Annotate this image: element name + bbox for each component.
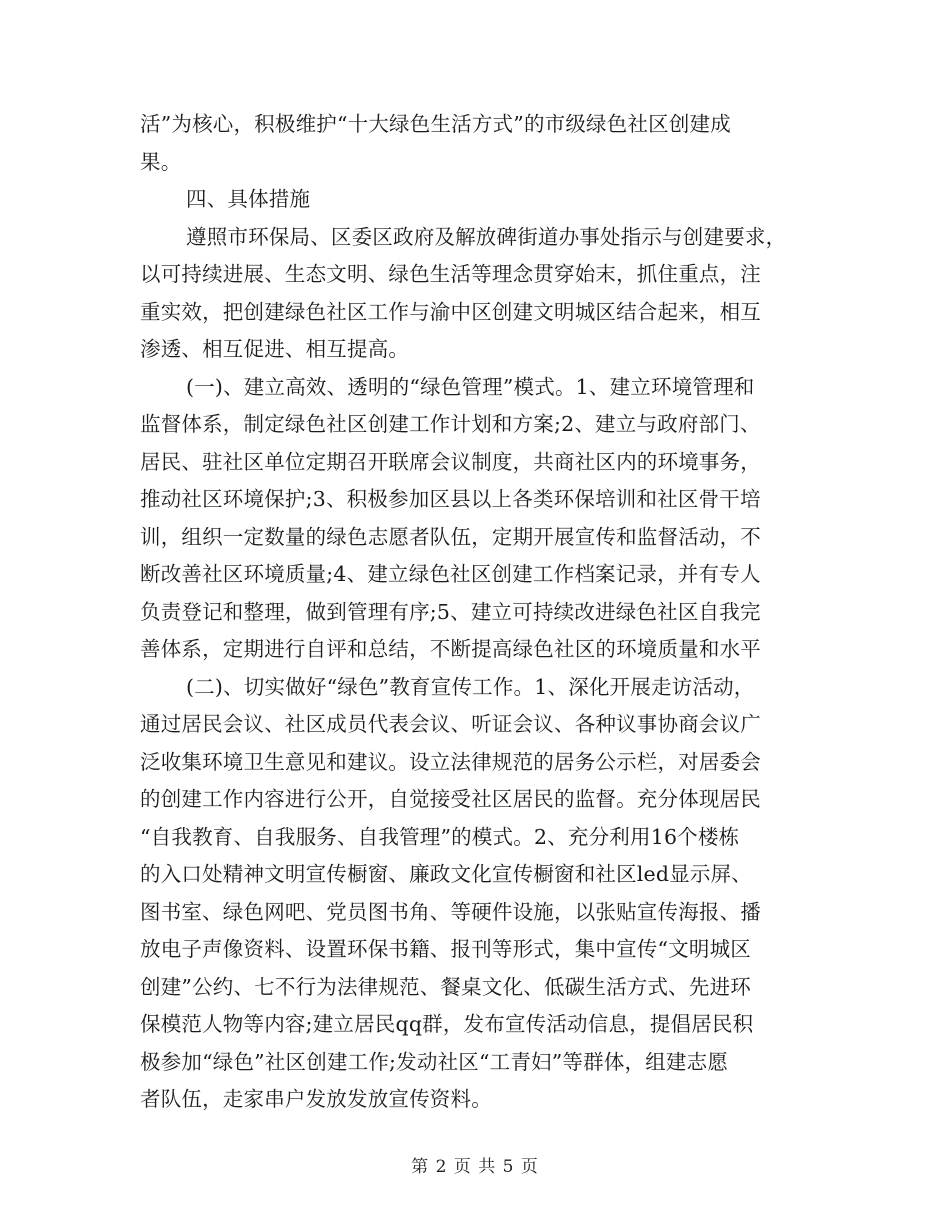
text-line: 放电子声像资料、设置环保书籍、报刊等形式，集中宣传“文明城区 — [140, 937, 751, 961]
paragraph-green-education — [140, 669, 810, 1119]
text-line: 活”为核心，积极维护“十大绿色生活方式”的市级绿色社区创建成 — [140, 112, 731, 136]
paragraph-green-management — [140, 369, 810, 669]
text-line: 善体系，定期进行自评和总结，不断提高绿色社区的环境质量和水平 — [140, 637, 761, 661]
text-line: 创建”公约、七不行为法律规范、餐桌文化、低碳生活方式、先进环 — [140, 974, 751, 999]
text-line: 的入口处精神文明宣传橱窗、廉政文化宣传橱窗和社区led显示屏、 — [140, 862, 753, 886]
paragraph-intro — [140, 219, 810, 369]
text-line: 泛收集环境卫生意见和建议。设立法律规范的居务公示栏，对居委会 — [140, 749, 761, 774]
text-line: 推动社区环境保护;3、积极参加区县以上各类环保培训和社区骨干培 — [140, 487, 761, 511]
text-line: 保模范人物等内容;建立居民qq群，发布宣传活动信息，提倡居民积 — [140, 1012, 754, 1036]
text-line: 居民、驻社区单位定期召开联席会议制度，共商社区内的环境事务， — [140, 449, 761, 474]
text-line: (二)、切实做好“绿色”教育宣传工作。1、深化开展走访活动， — [186, 674, 755, 699]
section-heading — [140, 181, 810, 219]
text-line: (一)、建立高效、透明的“绿色管理”模式。1、建立环境管理和 — [186, 374, 755, 399]
text-line: 图书室、绿色网吧、党员图书角、等硬件设施，以张贴宣传海报、播 — [140, 899, 761, 924]
text-line: 的创建工作内容进行公开，自觉接受社区居民的监督。充分体现居民 — [140, 787, 761, 811]
text-line: 断改善社区环境质量;4、建立绿色社区创建工作档案记录，并有专人 — [140, 562, 761, 586]
text-line: 果。 — [140, 149, 182, 174]
text-line: 遵照市环保局、区委区政府及解放碑街道办事处指示与创建要求， — [186, 224, 787, 249]
text-line: 监督体系，制定绿色社区创建工作计划和方案;2、建立与政府部门、 — [140, 412, 761, 436]
text-line: “自我教育、自我服务、自我管理”的模式。2、充分利用16个楼栋 — [140, 824, 740, 849]
document-body — [140, 106, 810, 1119]
text-line: 重实效，把创建绿色社区工作与渝中区创建文明城区结合起来，相互 — [140, 299, 761, 324]
heading-line: 四、具体措施 — [186, 187, 311, 211]
text-line: 渗透、相互促进、相互提高。 — [140, 337, 410, 361]
page-number-footer: 第 2 页 共 5 页 — [411, 1157, 539, 1177]
text-line: 训，组织一定数量的绿色志愿者队伍，定期开展宣传和监督活动，不 — [140, 524, 761, 549]
text-line: 极参加“绿色”社区创建工作;发动社区“工青妇”等群体，组建志愿 — [140, 1049, 729, 1074]
text-line: 通过居民会议、社区成员代表会议、听证会议、各种议事协商会议广 — [140, 712, 761, 736]
paragraph-continuation — [140, 106, 810, 181]
text-line: 负责登记和整理，做到管理有序;5、建立可持续改进绿色社区自我完 — [140, 599, 761, 624]
text-line: 者队伍，走家串户发放发放宣传资料。 — [140, 1087, 492, 1111]
text-line: 以可持续进展、生态文明、绿色生活等理念贯穿始末，抓住重点，注 — [140, 262, 761, 286]
